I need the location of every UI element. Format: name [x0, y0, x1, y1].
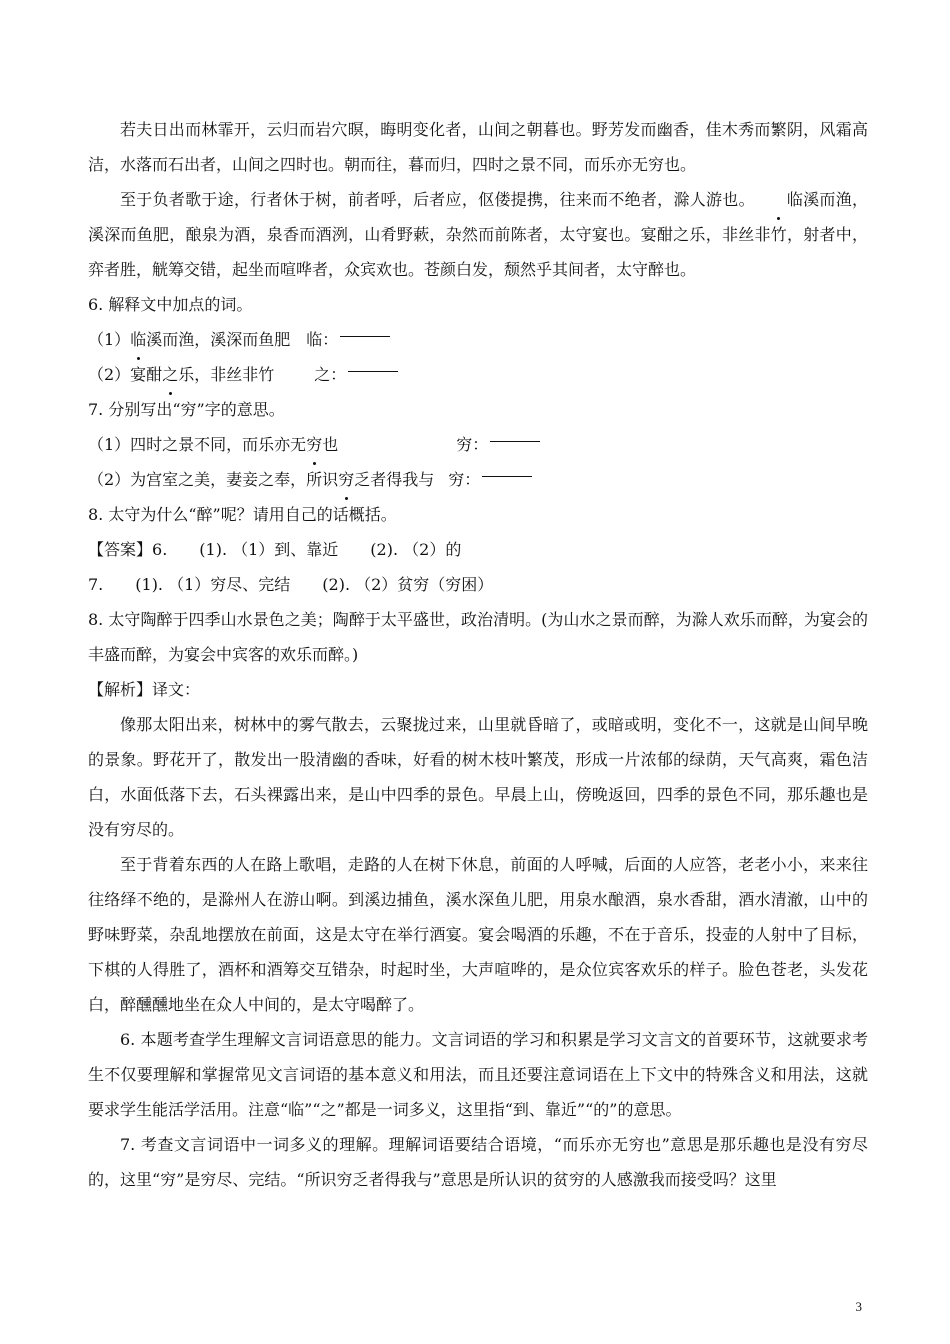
- explanation-6: 6. 本题考查学生理解文言词语意思的能力。文言词语的学习和积累是学习文言文的首要环节，这就要求考生不仅要理解和掌握常见文言词语的基本意义和用法，而且还要注意词语在上下文中的特殊含义和用法，这就要求学生能活学活用。注意“临”“之”都是一词多义，这里指“到、靠近”“的”的意思。: [88, 1030, 868, 1119]
- dotted-char: 穷: [306, 427, 322, 462]
- question-7-item-2: [88, 462, 868, 497]
- question-7-item-1: [88, 427, 868, 462]
- question-8-title: 8. 太守为什么“醉”呢？请用自己的话概括。: [88, 505, 397, 524]
- explanation-7: 7. 考查文言词语中一词多义的理解。理解词语要结合语境，“而乐亦无穷也”意思是那乐趣也是没有穷尽的，这里“穷”是穷尽、完结。“所识穷乏者得我与”意思是所认识的贫穷的人感激我而接受吗？这里: [88, 1135, 868, 1189]
- question-7-2-prefix: （2）为宫室之美，妻妾之奉，所识: [88, 470, 339, 489]
- question-7-2-text: 乏者得我与: [354, 470, 435, 489]
- dotted-char: 穷: [338, 462, 354, 497]
- answer-label: 【答案】: [88, 540, 153, 559]
- answer-8: 8. 太守陶醉于四季山水景色之美；陶醉于太平盛世，政治清明。(为山水之景而醉，为滁人欢乐而醉，为宴会的丰盛而醉，为宴会中宾客的欢乐而醉。): [88, 610, 868, 664]
- dotted-char: 临: [755, 182, 803, 217]
- answer-6: [88, 532, 868, 567]
- question-6-1-label: 临：: [306, 330, 339, 349]
- question-7-2-label: 穷：: [448, 470, 481, 489]
- translation-paragraph-1: 像那太阳出来，树林中的雾气散去，云聚拢过来，山里就昏暗了，或暗或明，变化不一，这就是山间早晚的景象。野花开了，散发出一股清幽的香味，好看的树木枝叶繁茂，形成一片浓郁的绿荫，天气高爽，霜色洁白，水面低落下去，石头裸露出来，是山中四季的景色。早晨上山，傍晚返回，四季的景色不同，那乐趣也是没有穷尽的。: [88, 715, 868, 839]
- question-6-1-prefix: （1）: [88, 330, 131, 349]
- analysis-intro: 译文：: [152, 680, 201, 699]
- question-6-title: 6. 解释文中加点的词。: [88, 295, 253, 314]
- document-page: [88, 112, 868, 1197]
- answer-blank[interactable]: [482, 462, 532, 477]
- question-7-1-prefix: （1）四时之景不同，而乐亦无: [88, 435, 307, 454]
- dotted-char: 之: [162, 357, 178, 392]
- question-6-1-text: 溪而渔，溪深而鱼肥: [146, 330, 291, 349]
- translation-paragraph-2: 至于背着东西的人在路上歌唱，走路的人在树下休息，前面的人呼喊，后面的人应答，老老小小，来来往往络绎不绝的，是滁州人在游山啊。到溪边捕鱼，溪水深鱼儿肥，用泉水酿酒，泉水香甜，酒水清澈，山中的野味野菜，杂乱地摆放在前面，这是太守在举行酒宴。宴会喝酒的乐趣，不在于音乐，投壶的人射中了目标，下棋的人得胜了，酒杯和酒筹交互错杂，时起时坐，大声喧哗的，是众位宾客欢乐的样子。脸色苍老，头发花白，醉醺醺地坐在众人中间的，是太守喝醉了。: [88, 855, 868, 1014]
- question-6-item-1: [88, 322, 868, 357]
- answer-blank[interactable]: [348, 357, 398, 372]
- question-6-2-text: 乐，非丝非竹: [178, 365, 275, 384]
- passage-paragraph-2: [88, 182, 868, 287]
- answer-blank[interactable]: [490, 427, 540, 442]
- answer-7: 7. (1). （1）穷尽、完结 (2). （2）贫穷（穷困）: [88, 575, 494, 594]
- analysis-heading: [88, 672, 868, 707]
- question-6-2-label: 之：: [314, 365, 347, 384]
- passage-paragraph-1: 若夫日出而林霏开，云归而岩穴暝，晦明变化者，山间之朝暮也。野芳发而幽香，佳木秀而繁阴，风霜高洁，水落而石出者，山间之四时也。朝而往，暮而归，四时之景不同，而乐亦无穷也。: [88, 120, 868, 174]
- question-6-2-prefix: （2）宴酣: [88, 365, 163, 384]
- passage-paragraph-2-part-1: 至于负者歌于途，行者休于树，前者呼，后者应，伛偻提携，往来而不绝者，滁人游也。: [120, 190, 755, 209]
- page-number: 3: [855, 1299, 862, 1314]
- question-7-1-text: 也: [322, 435, 339, 454]
- answer-6-text: 6. (1). （1）到、靠近 (2). （2）的: [152, 540, 462, 559]
- passage-paragraph-2-part-2: 溪而渔，溪深而鱼肥，酿泉为酒，泉香而酒洌，山肴野蔌，杂然而前陈者，太守宴也。宴酣之乐，非丝非竹，射者中，弈者胜，觥筹交错，起坐而喧哗者，众宾欢也。苍颜白发，颓然乎其间者，太守醉也。: [88, 190, 868, 279]
- question-7-title: 7. 分别写出“穷”字的意思。: [88, 400, 285, 419]
- question-7-1-label: 穷：: [456, 435, 489, 454]
- answer-blank[interactable]: [340, 322, 390, 337]
- question-6-item-2: [88, 357, 868, 392]
- analysis-label: 【解析】: [88, 680, 153, 699]
- dotted-char: 临: [130, 322, 146, 357]
